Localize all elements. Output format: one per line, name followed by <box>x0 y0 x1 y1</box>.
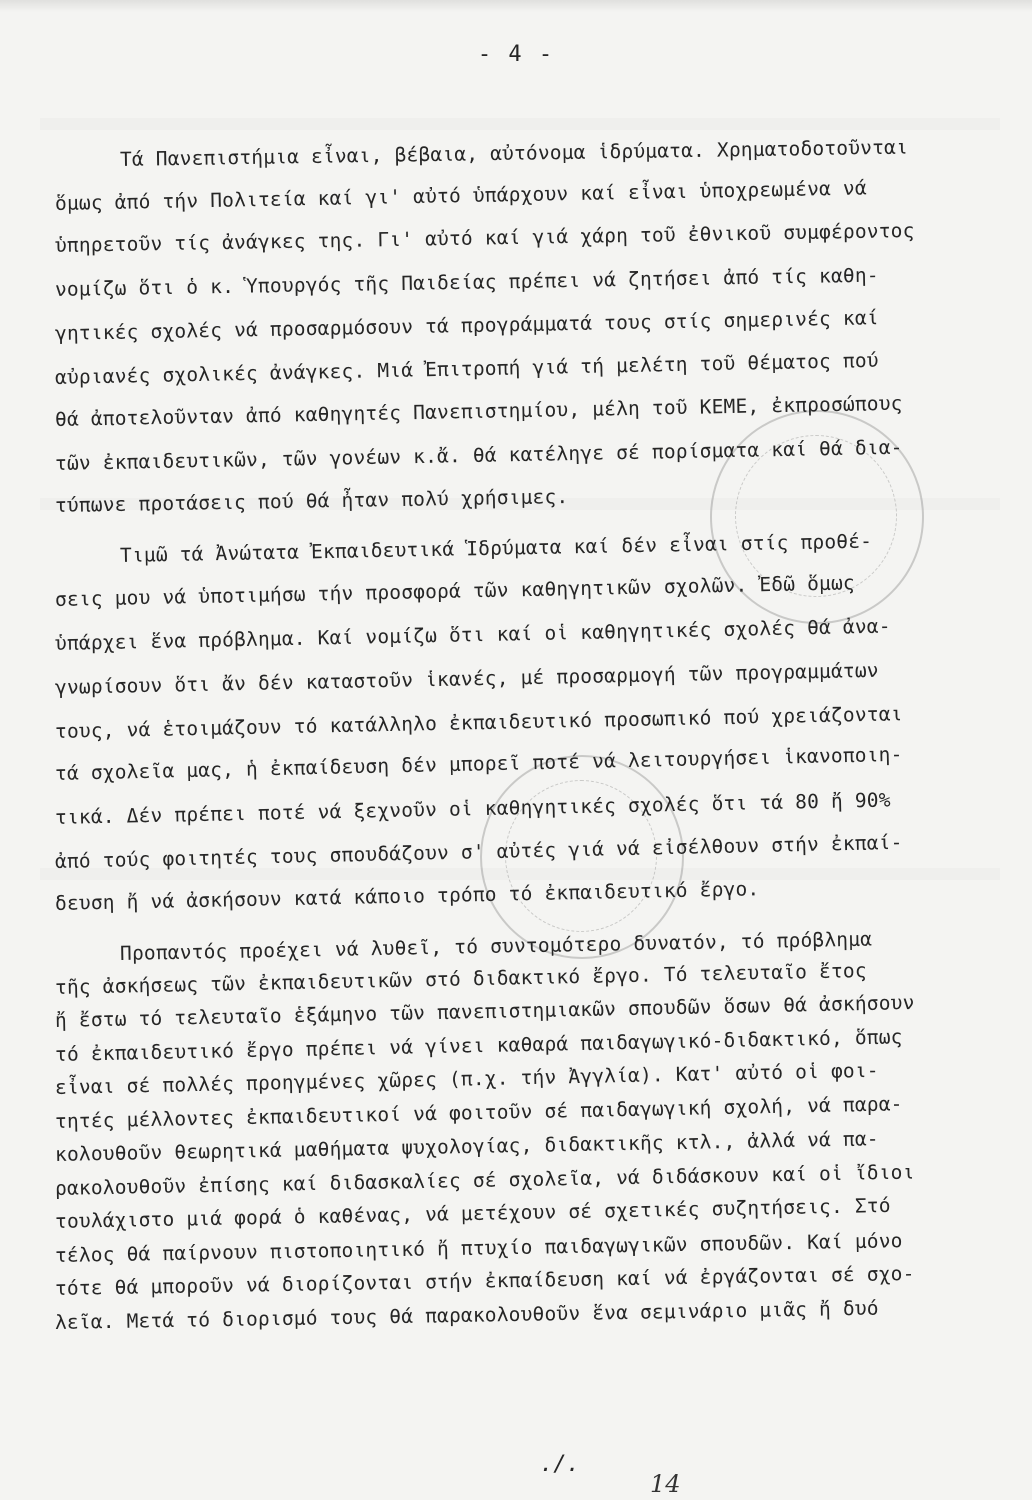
text-line: ρακολουθοῦν ἐπίσης καί διδασκαλίες σέ σχολεῖα, νά διδάσκουν καί οἱ ἴδιοι <box>54 1159 915 1200</box>
text-line: τῶν ἐκπαιδευτικῶν, τῶν γονέων κ.ἄ. θά κατέληγε σέ πορίσματα καί θά δια- <box>54 435 903 475</box>
continuation-mark: ./. <box>540 1452 580 1477</box>
text-line: Τά Πανεπιστήμια εἶναι, βέβαια, αὐτόνομα ἱδρύματα. Χρηματοδοτοῦνται <box>119 135 909 171</box>
text-line: σεις μου νά ὑποτιμήσω τήν προσφορά τῶν καθηγητικῶν σχολῶν. Ἐδῶ ὅμως <box>54 571 856 611</box>
text-line: θά ἀποτελοῦνταν ἀπό καθηγητές Πανεπιστημίου, μέλη τοῦ ΚΕΜΕ, ἐκπροσώπους <box>54 391 903 431</box>
text-line: γητικές σχολές νά προσαρμόσουν τά προγράμματά τους στίς σημερινές καί <box>54 306 879 345</box>
text-line: αὐριανές σχολικές ἀνάγκες. Μιά Ἐπιτροπή γιά τή μελέτη τοῦ θέματος πού <box>54 348 879 389</box>
text-line: Προπαντός προέχει νά λυθεῖ, τό συντομότερο δυνατόν, τό πρόβλημα <box>119 927 873 965</box>
text-line: ὑπάρχει ἕνα πρόβλημα. Καί νομίζω ὅτι καί οἱ καθηγητικές σχολές θά ἀνα- <box>54 614 891 655</box>
text-line: ἤ ἔστω τό τελευταῖο ἑξάμηνο τῶν πανεπιστημιακῶν σπουδῶν ὅσων θά ἀσκήσουν <box>54 990 915 1032</box>
text-line: τουλάχιστο μιά φορά ὁ καθένας, νά μετέχουν σέ σχετικές συζητήσεις. Στό <box>54 1193 891 1233</box>
text-line: τύπωνε προτάσεις πού θά ἦταν πολύ χρήσιμες. <box>54 485 569 517</box>
bleed-through <box>40 118 1000 130</box>
text-line: τό ἐκπαιδευτικό ἔργο πρέπει νά γίνει καθαρά παιδαγωγικό-διδακτικό, ὅπως <box>54 1024 903 1066</box>
text-line: εἶναι σέ πολλές προηγμένες χῶρες (π.χ. τήν Ἀγγλία). Κατ' αὐτό οἱ φοι- <box>54 1058 879 1099</box>
text-line: τους, νά ἑτοιμάζουν τό κατάλληλο ἐκπαιδευτικό προσωπικό πού χρειάζονται <box>54 702 903 743</box>
text-line: δευση ἤ νά ἀσκήσουν κατά κάποιο τρόπο τό ἐκπαιδευτικό ἔργο. <box>54 877 760 915</box>
page-number: - 4 - <box>477 42 555 67</box>
text-line: τικά. Δέν πρέπει ποτέ νά ξεχνοῦν οἱ καθηγητικές σχολές ὅτι τά 80 ἤ 90% <box>54 788 891 829</box>
text-line: τητές μέλλοντες ἐκπαιδευτικοί νά φοιτοῦν σέ παιδαγωγική σχολή, νά παρα- <box>54 1091 903 1133</box>
text-line: λεῖα. Μετά τό διορισμό τους θά παρακολουθοῦν ἕνα σεμινάριο μιᾶς ἤ δυό <box>54 1296 879 1334</box>
text-line: ἀπό τούς φοιτητές τους σπουδάζουν σ' αὐτές γιά νά εἰσέλθουν στήν ἐκπαί- <box>54 830 903 873</box>
text-line: Τιμῶ τά Ἀνώτατα Ἐκπαιδευτικά Ἱδρύματα καί δέν εἶναι στίς προθέ- <box>119 529 873 567</box>
text-line: ὑπηρετοῦν τίς ἀνάγκες της. Γι' αὐτό καί γιά χάρη τοῦ ἐθνικοῦ συμφέροντος <box>54 218 915 257</box>
text-line: νομίζω ὅτι ὁ κ. Ὑπουργός τῆς Παιδείας πρέπει νά ζητήσει ἀπό τίς καθη- <box>54 263 879 301</box>
text-line: τότε θά μποροῦν νά διορίζονται στήν ἐκπαίδευση καί νά ἐργάζονται σέ σχο- <box>54 1261 915 1300</box>
text-line: ὅμως ἀπό τήν Πολιτεία καί γι' αὐτό ὑπάρχουν καί εἶναι ὑποχρεωμένα νά <box>54 176 867 215</box>
folio-number: 14 <box>650 1470 681 1498</box>
text-line: τέλος θά παίρνουν πιστοποιητικό ἤ πτυχίο παιδαγωγικῶν σπουδῶν. Καί μόνο <box>54 1228 903 1267</box>
text-line: γνωρίσουν ὅτι ἄν δέν καταστοῦν ἱκανές, μέ προσαρμογή τῶν προγραμμάτων <box>54 658 879 699</box>
text-line: τά σχολεῖα μας, ἡ ἐκπαίδευση δέν μπορεῖ ποτέ νά λειτουργήσει ἱκανοποιη- <box>54 742 903 785</box>
text-line: τῆς ἀσκήσεως τῶν ἐκπαιδευτικῶν στό διδακτικό ἔργο. Τό τελευταῖο ἔτος <box>54 958 867 999</box>
scan-edge <box>0 0 1032 12</box>
text-line: κολουθοῦν θεωρητικά μαθήματα ψυχολογίας, διδακτικῆς κτλ., ἀλλά νά πα- <box>54 1127 879 1166</box>
